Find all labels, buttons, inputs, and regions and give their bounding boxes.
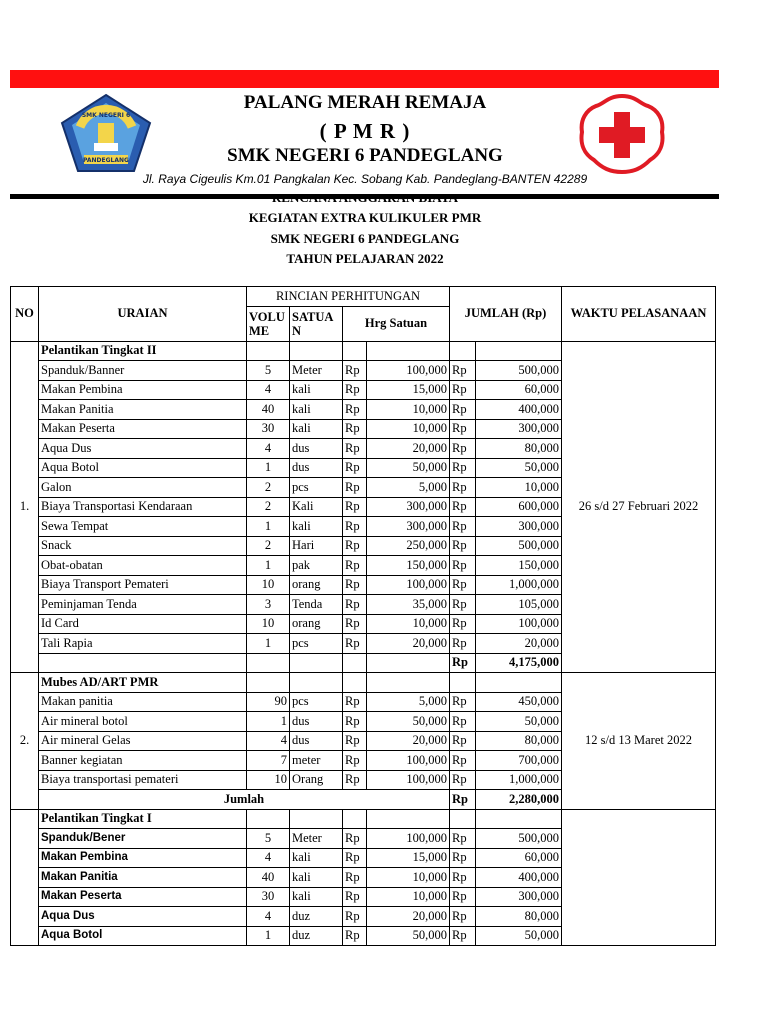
item-harga: 300,000 bbox=[367, 497, 450, 517]
item-currency: Rp bbox=[343, 400, 367, 420]
item-volume: 10 bbox=[247, 770, 290, 790]
item-volume: 4 bbox=[247, 439, 290, 459]
item-satuan: duz bbox=[290, 926, 343, 946]
item-jumlah: 400,000 bbox=[476, 868, 562, 888]
budget-table bbox=[10, 286, 716, 946]
item-jumlah: 105,000 bbox=[476, 595, 562, 615]
item-harga: 20,000 bbox=[367, 731, 450, 751]
item-jumlah: 500,000 bbox=[476, 361, 562, 381]
item-jumlah: 80,000 bbox=[476, 731, 562, 751]
item-uraian: Makan Pembina bbox=[39, 848, 247, 868]
item-currency: Rp bbox=[450, 712, 476, 732]
item-currency: Rp bbox=[343, 712, 367, 732]
item-uraian: Sewa Tempat bbox=[39, 517, 247, 537]
item-harga: 10,000 bbox=[367, 887, 450, 907]
item-currency: Rp bbox=[343, 848, 367, 868]
item-uraian: Makan Peserta bbox=[39, 887, 247, 907]
item-uraian: Biaya Transport Pemateri bbox=[39, 575, 247, 595]
item-currency: Rp bbox=[343, 380, 367, 400]
item-jumlah: 80,000 bbox=[476, 439, 562, 459]
item-volume: 1 bbox=[247, 458, 290, 478]
item-satuan: kali bbox=[290, 517, 343, 537]
empty-cell bbox=[247, 809, 290, 829]
section-title-row bbox=[11, 673, 716, 693]
item-uraian: Biaya transportasi pemateri bbox=[39, 770, 247, 790]
item-currency: Rp bbox=[450, 751, 476, 771]
header-rincian: RINCIAN PERHITUNGAN bbox=[247, 287, 450, 307]
org-title: PALANG MERAH REMAJA bbox=[243, 92, 487, 113]
doc-title-line2: KEGIATAN EXTRA KULIKULER PMR bbox=[248, 210, 482, 225]
item-satuan: pak bbox=[290, 556, 343, 576]
item-uraian: Galon bbox=[39, 478, 247, 498]
section-total: 4,175,000 bbox=[476, 653, 562, 673]
item-harga: 100,000 bbox=[367, 575, 450, 595]
item-harga: 50,000 bbox=[367, 926, 450, 946]
doc-title-line3: SMK NEGERI 6 PANDEGLANG bbox=[270, 231, 460, 246]
item-uraian: Makan Panitia bbox=[39, 400, 247, 420]
item-uraian: Aqua Botol bbox=[39, 926, 247, 946]
item-harga: 100,000 bbox=[367, 829, 450, 849]
item-harga: 50,000 bbox=[367, 712, 450, 732]
empty-cell bbox=[290, 341, 343, 361]
item-satuan: Orang bbox=[290, 770, 343, 790]
item-jumlah: 450,000 bbox=[476, 692, 562, 712]
item-satuan: kali bbox=[290, 419, 343, 439]
section-title-row bbox=[11, 809, 716, 829]
item-currency: Rp bbox=[450, 458, 476, 478]
logo-text-bottom: PANDEGLANG bbox=[83, 157, 129, 164]
empty-cell bbox=[450, 673, 476, 693]
item-uraian: Spanduk/Banner bbox=[39, 361, 247, 381]
item-volume: 30 bbox=[247, 887, 290, 907]
item-jumlah: 50,000 bbox=[476, 458, 562, 478]
item-uraian: Banner kegiatan bbox=[39, 751, 247, 771]
item-satuan: dus bbox=[290, 439, 343, 459]
item-volume: 10 bbox=[247, 614, 290, 634]
item-jumlah: 400,000 bbox=[476, 400, 562, 420]
header-jumlah: JUMLAH (Rp) bbox=[450, 287, 562, 342]
section-waktu bbox=[562, 809, 716, 946]
item-currency: Rp bbox=[343, 731, 367, 751]
budget-table-body bbox=[11, 341, 716, 946]
item-harga: 20,000 bbox=[367, 907, 450, 927]
item-currency: Rp bbox=[450, 868, 476, 888]
item-currency: Rp bbox=[343, 770, 367, 790]
item-volume: 4 bbox=[247, 907, 290, 927]
header-volume: VOLU ME bbox=[247, 306, 290, 341]
item-jumlah: 1,000,000 bbox=[476, 770, 562, 790]
empty-cell bbox=[476, 809, 562, 829]
item-satuan: kali bbox=[290, 848, 343, 868]
item-satuan: Meter bbox=[290, 829, 343, 849]
item-currency: Rp bbox=[343, 595, 367, 615]
item-currency: Rp bbox=[450, 848, 476, 868]
item-volume: 1 bbox=[247, 926, 290, 946]
item-currency: Rp bbox=[343, 458, 367, 478]
item-currency: Rp bbox=[450, 634, 476, 654]
item-volume: 4 bbox=[247, 848, 290, 868]
empty-cell bbox=[367, 341, 450, 361]
item-currency: Rp bbox=[343, 536, 367, 556]
item-currency: Rp bbox=[450, 361, 476, 381]
section-title-row bbox=[11, 341, 716, 361]
item-satuan: kali bbox=[290, 868, 343, 888]
item-currency: Rp bbox=[343, 692, 367, 712]
item-harga: 10,000 bbox=[367, 868, 450, 888]
item-harga: 15,000 bbox=[367, 848, 450, 868]
item-currency: Rp bbox=[450, 556, 476, 576]
item-jumlah: 80,000 bbox=[476, 907, 562, 927]
item-uraian: Peminjaman Tenda bbox=[39, 595, 247, 615]
item-currency: Rp bbox=[450, 595, 476, 615]
item-uraian: Tali Rapia bbox=[39, 634, 247, 654]
item-jumlah: 10,000 bbox=[476, 478, 562, 498]
section-number: 1. bbox=[11, 341, 39, 673]
item-satuan: orang bbox=[290, 575, 343, 595]
item-uraian: Makan Panitia bbox=[39, 868, 247, 888]
item-jumlah: 700,000 bbox=[476, 751, 562, 771]
item-currency: Rp bbox=[450, 478, 476, 498]
section-waktu: 26 s/d 27 Februari 2022 bbox=[562, 341, 716, 673]
item-satuan: kali bbox=[290, 400, 343, 420]
item-jumlah: 60,000 bbox=[476, 848, 562, 868]
item-volume: 40 bbox=[247, 868, 290, 888]
item-currency: Rp bbox=[343, 829, 367, 849]
item-currency: Rp bbox=[450, 575, 476, 595]
item-satuan: Kali bbox=[290, 497, 343, 517]
item-harga: 250,000 bbox=[367, 536, 450, 556]
item-harga: 35,000 bbox=[367, 595, 450, 615]
empty-cell bbox=[290, 809, 343, 829]
item-currency: Rp bbox=[343, 517, 367, 537]
item-volume: 2 bbox=[247, 497, 290, 517]
item-harga: 100,000 bbox=[367, 751, 450, 771]
item-harga: 5,000 bbox=[367, 692, 450, 712]
item-currency: Rp bbox=[450, 692, 476, 712]
empty-cell bbox=[247, 653, 290, 673]
item-currency: Rp bbox=[450, 731, 476, 751]
item-uraian: Air mineral botol bbox=[39, 712, 247, 732]
item-currency: Rp bbox=[450, 887, 476, 907]
item-currency: Rp bbox=[343, 497, 367, 517]
item-currency: Rp bbox=[343, 614, 367, 634]
item-jumlah: 300,000 bbox=[476, 517, 562, 537]
item-uraian: Aqua Botol bbox=[39, 458, 247, 478]
item-jumlah: 20,000 bbox=[476, 634, 562, 654]
item-satuan: dus bbox=[290, 731, 343, 751]
item-uraian: Snack bbox=[39, 536, 247, 556]
header-red-bar bbox=[10, 70, 719, 88]
empty-cell bbox=[367, 653, 450, 673]
item-uraian: Makan Peserta bbox=[39, 419, 247, 439]
item-currency: Rp bbox=[450, 419, 476, 439]
header-uraian: URAIAN bbox=[39, 287, 247, 342]
item-harga: 20,000 bbox=[367, 634, 450, 654]
item-currency: Rp bbox=[343, 634, 367, 654]
item-currency: Rp bbox=[450, 770, 476, 790]
item-currency: Rp bbox=[343, 926, 367, 946]
item-volume: 4 bbox=[247, 731, 290, 751]
header-no: NO bbox=[11, 287, 39, 342]
item-uraian: Spanduk/Bener bbox=[39, 829, 247, 849]
red-cross-logo bbox=[578, 92, 666, 176]
item-volume: 10 bbox=[247, 575, 290, 595]
item-uraian: Id Card bbox=[39, 614, 247, 634]
item-harga: 10,000 bbox=[367, 614, 450, 634]
item-jumlah: 150,000 bbox=[476, 556, 562, 576]
item-satuan: pcs bbox=[290, 634, 343, 654]
item-currency: Rp bbox=[343, 419, 367, 439]
item-jumlah: 500,000 bbox=[476, 829, 562, 849]
empty-cell bbox=[290, 653, 343, 673]
item-satuan: pcs bbox=[290, 692, 343, 712]
item-satuan: Hari bbox=[290, 536, 343, 556]
item-uraian: Aqua Dus bbox=[39, 907, 247, 927]
item-satuan: kali bbox=[290, 380, 343, 400]
item-uraian: Makan panitia bbox=[39, 692, 247, 712]
section-title: Pelantikan Tingkat II bbox=[39, 341, 247, 361]
item-jumlah: 500,000 bbox=[476, 536, 562, 556]
item-currency: Rp bbox=[450, 926, 476, 946]
header-harga: Hrg Satuan bbox=[343, 306, 450, 341]
item-jumlah: 1,000,000 bbox=[476, 575, 562, 595]
item-currency: Rp bbox=[450, 439, 476, 459]
doc-title-line1: RENCANA ANGGARAN BIAYA bbox=[271, 195, 459, 203]
item-harga: 10,000 bbox=[367, 400, 450, 420]
item-uraian: Obat-obatan bbox=[39, 556, 247, 576]
item-currency: Rp bbox=[343, 478, 367, 498]
empty-cell bbox=[343, 809, 367, 829]
item-jumlah: 600,000 bbox=[476, 497, 562, 517]
item-volume: 1 bbox=[247, 634, 290, 654]
item-volume: 90 bbox=[247, 692, 290, 712]
empty-cell bbox=[247, 341, 290, 361]
section-waktu: 12 s/d 13 Maret 2022 bbox=[562, 673, 716, 810]
total-currency: Rp bbox=[450, 790, 476, 810]
section-total-label: Jumlah bbox=[39, 790, 450, 810]
empty-cell bbox=[367, 809, 450, 829]
item-volume: 30 bbox=[247, 419, 290, 439]
item-harga: 10,000 bbox=[367, 419, 450, 439]
item-currency: Rp bbox=[343, 556, 367, 576]
school-name: SMK NEGERI 6 PANDEGLANG bbox=[227, 145, 503, 166]
item-satuan: duz bbox=[290, 907, 343, 927]
item-currency: Rp bbox=[450, 907, 476, 927]
item-satuan: dus bbox=[290, 458, 343, 478]
item-currency: Rp bbox=[343, 887, 367, 907]
section-title: Pelantikan Tingkat I bbox=[39, 809, 247, 829]
item-currency: Rp bbox=[343, 439, 367, 459]
item-volume: 5 bbox=[247, 361, 290, 381]
header-waktu: WAKTU PELASANAAN bbox=[562, 287, 716, 342]
item-currency: Rp bbox=[450, 536, 476, 556]
item-currency: Rp bbox=[450, 400, 476, 420]
empty-cell bbox=[476, 673, 562, 693]
school-address: Jl. Raya Cigeulis Km.01 Pangkalan Kec. Sobang Kab. Pandeglang-BANTEN 42289 bbox=[142, 172, 588, 186]
item-volume: 4 bbox=[247, 380, 290, 400]
section-number bbox=[11, 809, 39, 946]
item-volume: 40 bbox=[247, 400, 290, 420]
item-satuan: kali bbox=[290, 887, 343, 907]
item-jumlah: 60,000 bbox=[476, 380, 562, 400]
item-currency: Rp bbox=[343, 575, 367, 595]
item-currency: Rp bbox=[343, 868, 367, 888]
empty-cell bbox=[450, 341, 476, 361]
empty-cell bbox=[343, 653, 367, 673]
item-harga: 300,000 bbox=[367, 517, 450, 537]
item-harga: 50,000 bbox=[367, 458, 450, 478]
item-harga: 100,000 bbox=[367, 361, 450, 381]
item-satuan: Meter bbox=[290, 361, 343, 381]
item-currency: Rp bbox=[343, 361, 367, 381]
empty-cell bbox=[343, 341, 367, 361]
item-jumlah: 100,000 bbox=[476, 614, 562, 634]
item-satuan: orang bbox=[290, 614, 343, 634]
item-volume: 2 bbox=[247, 478, 290, 498]
total-currency: Rp bbox=[450, 653, 476, 673]
item-volume: 7 bbox=[247, 751, 290, 771]
item-satuan: meter bbox=[290, 751, 343, 771]
item-volume: 1 bbox=[247, 712, 290, 732]
item-jumlah: 300,000 bbox=[476, 419, 562, 439]
item-satuan: Tenda bbox=[290, 595, 343, 615]
item-uraian: Makan Pembina bbox=[39, 380, 247, 400]
item-uraian: Air mineral Gelas bbox=[39, 731, 247, 751]
item-uraian: Biaya Transportasi Kendaraan bbox=[39, 497, 247, 517]
item-harga: 5,000 bbox=[367, 478, 450, 498]
item-harga: 20,000 bbox=[367, 439, 450, 459]
item-currency: Rp bbox=[450, 614, 476, 634]
logo-text-top: SMK NEGERI 6 bbox=[81, 112, 131, 119]
item-currency: Rp bbox=[450, 829, 476, 849]
item-volume: 3 bbox=[247, 595, 290, 615]
item-harga: 15,000 bbox=[367, 380, 450, 400]
org-subtitle: ( P M R ) bbox=[319, 119, 411, 143]
item-currency: Rp bbox=[450, 380, 476, 400]
item-volume: 1 bbox=[247, 517, 290, 537]
section-title: Mubes AD/ART PMR bbox=[39, 673, 247, 693]
header-satuan: SATUA N bbox=[290, 306, 343, 341]
item-satuan: dus bbox=[290, 712, 343, 732]
item-satuan: pcs bbox=[290, 478, 343, 498]
item-jumlah: 50,000 bbox=[476, 712, 562, 732]
item-harga: 100,000 bbox=[367, 770, 450, 790]
section-total: 2,280,000 bbox=[476, 790, 562, 810]
empty-cell bbox=[476, 341, 562, 361]
item-currency: Rp bbox=[343, 907, 367, 927]
item-currency: Rp bbox=[343, 751, 367, 771]
item-harga: 150,000 bbox=[367, 556, 450, 576]
empty-cell bbox=[247, 673, 290, 693]
item-currency: Rp bbox=[450, 517, 476, 537]
empty-cell bbox=[343, 673, 367, 693]
item-volume: 2 bbox=[247, 536, 290, 556]
item-uraian: Aqua Dus bbox=[39, 439, 247, 459]
empty-cell bbox=[39, 653, 247, 673]
item-jumlah: 50,000 bbox=[476, 926, 562, 946]
empty-cell bbox=[450, 809, 476, 829]
section-number: 2. bbox=[11, 673, 39, 810]
item-currency: Rp bbox=[450, 497, 476, 517]
empty-cell bbox=[367, 673, 450, 693]
item-volume: 5 bbox=[247, 829, 290, 849]
doc-title-line4: TAHUN PELAJARAN 2022 bbox=[286, 251, 444, 266]
empty-cell bbox=[290, 673, 343, 693]
item-jumlah: 300,000 bbox=[476, 887, 562, 907]
item-volume: 1 bbox=[247, 556, 290, 576]
